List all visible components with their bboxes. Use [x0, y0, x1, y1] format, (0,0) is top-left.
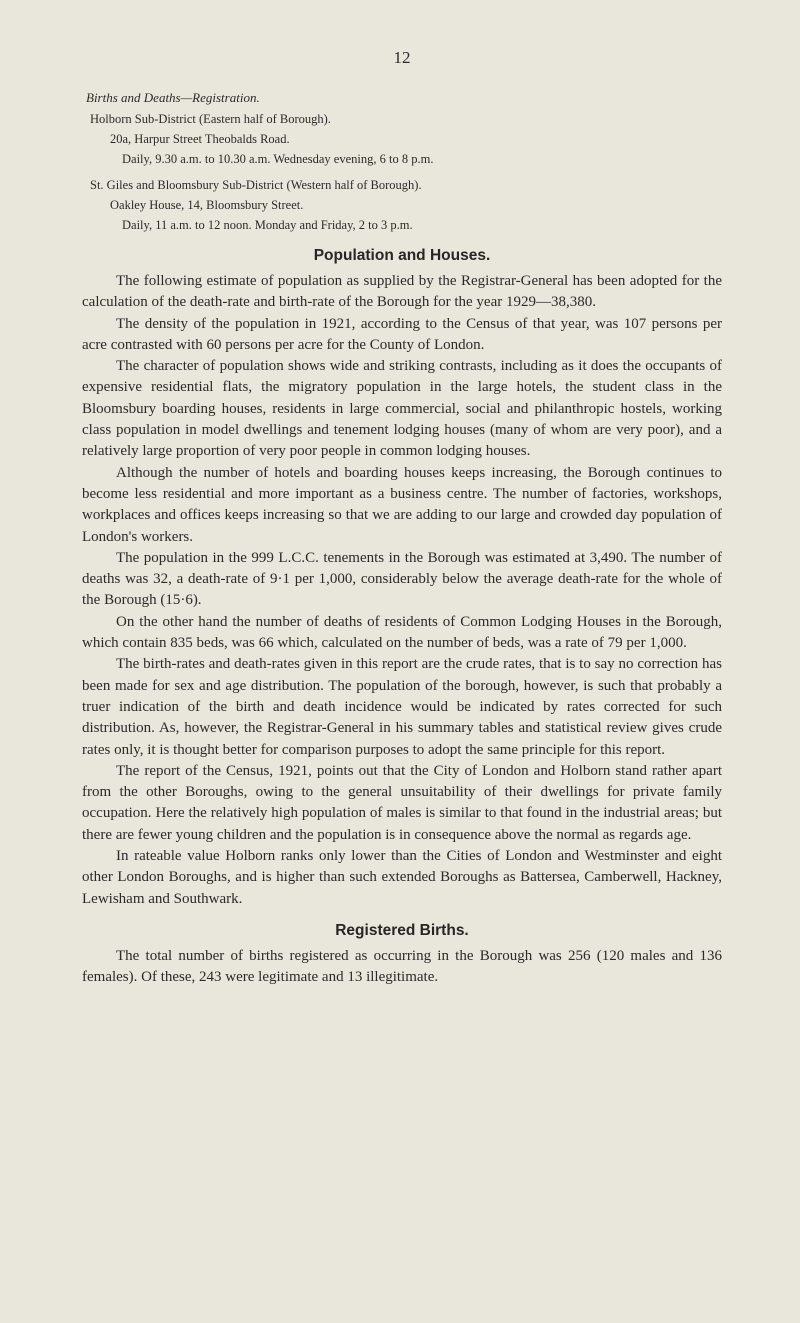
- registration-heading: Births and Deaths—Registration.: [86, 90, 260, 105]
- stgiles-district: St. Giles and Bloomsbury Sub-District (Western half of Borough).: [90, 178, 422, 192]
- stgiles-hours: Daily, 11 a.m. to 12 noon. Monday and Friday, 2 to 3 p.m.: [122, 218, 413, 232]
- population-paragraph: The birth-rates and death-rates given in this report are the crude rates, that is to say no correction has been made for sex and age distribution. The population of the borough, however, is such that probably a truer indication of the birth and death incidence would be indicated by rates corrected for such distribution. As, however, the Registrar-General in his summary tables and statistical review gives crude rates only, it is thought better for comparison purposes to adopt the same principle for this report.: [82, 656, 722, 758]
- holborn-district: Holborn Sub-District (Eastern half of Borough).: [90, 112, 331, 126]
- population-paragraph: The character of population shows wide and striking contrasts, including as it does the occupants of expensive residential flats, the migratory population in the large hotels, the student class in the Bloomsbury boarding houses, residents in large commercial, social and philanthropic hostels, working class population in model dwellings and tenement lodging houses (many of whom are very poor), and a relatively large proportion of very poor people in common lodging houses.: [82, 358, 722, 460]
- population-paragraph: The report of the Census, 1921, points out that the City of London and Holborn stand rather apart from the other Boroughs, owing to the general unsuitability of their dwellings for private family occupation. Here the relatively high population of males is similar to that found in the industrial areas; but there are fewer young children and the population is in consequence above the normal as regards age.: [82, 762, 722, 843]
- population-paragraph: Although the number of hotels and boarding houses keeps increasing, the Borough continues to become less residential and more important as a business centre. The number of factories, workshops, workplaces and offices keeps increasing so that we are adding to our large and crowded day population of London's workers.: [82, 464, 722, 545]
- registration-section: [82, 90, 722, 235]
- births-paragraph: The total number of births registered as occurring in the Borough was 256 (120 males and 136 females). Of these, 243 were legitimate and 13 illegitimate.: [82, 947, 722, 986]
- population-paragraph: The density of the population in 1921, according to the Census of that year, was 107 persons per acre contrasted with 60 persons per acre for the County of London.: [82, 315, 722, 353]
- population-heading: Population and Houses.: [313, 247, 491, 264]
- holborn-hours: Daily, 9.30 a.m. to 10.30 a.m. Wednesday evening, 6 to 8 p.m.: [122, 152, 434, 166]
- population-paragraph: On the other hand the number of deaths of residents of Common Lodging Houses in the Borough, which contain 835 beds, was 66 which, calculated on the number of beds, was a rate of 79 per 1,000.: [82, 613, 722, 652]
- page-number: 12: [393, 48, 411, 67]
- population-paragraph: The following estimate of population as supplied by the Registrar-General has been adopted for the calculation of the death-rate and birth-rate of the Borough for the year 1929—38,380.: [82, 273, 722, 311]
- population-paragraph: The population in the 999 L.C.C. tenements in the Borough was estimated at 3,490. The number of deaths was 32, a death-rate of 9·1 per 1,000, considerably below the average death-rate for the whole of the Borough (15·6).: [82, 549, 722, 609]
- population-section: [82, 271, 722, 910]
- stgiles-address: Oakley House, 14, Bloomsbury Street.: [110, 198, 304, 212]
- holborn-address: 20a, Harpur Street Theobalds Road.: [110, 132, 290, 146]
- births-heading: Registered Births.: [335, 921, 469, 939]
- population-paragraph: In rateable value Holborn ranks only lower than the Cities of London and Westminster and eight other London Boroughs, and is higher than such extended Boroughs as Battersea, Camberwell, Hackney, Lewisham and Southwark.: [82, 848, 722, 907]
